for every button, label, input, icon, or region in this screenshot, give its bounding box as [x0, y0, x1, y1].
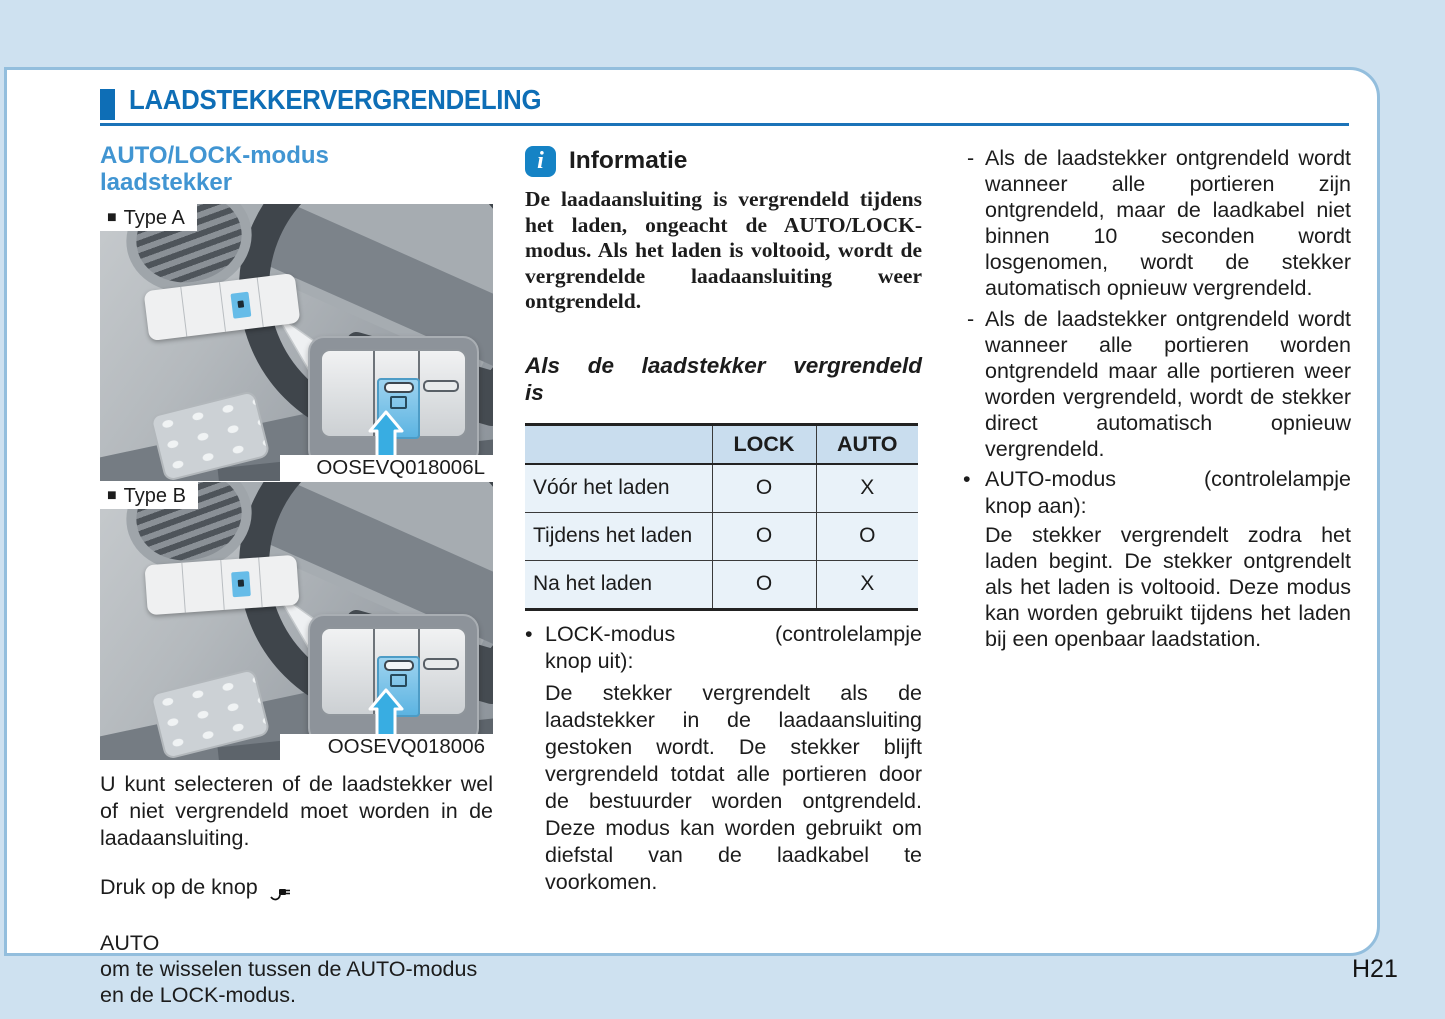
row-label: Vóór het laden — [525, 464, 712, 513]
bullet-icon: • — [963, 467, 971, 491]
chapter-divider — [100, 123, 1349, 126]
button-slot — [384, 660, 414, 671]
figure-type-b — [100, 482, 493, 760]
highlighted-button — [231, 291, 252, 318]
right-column — [965, 145, 1351, 652]
bullet-title-line1: AUTO-modus (controlelampje — [985, 467, 1351, 491]
bullet-title-line1: LOCK-modus (controlelampje — [545, 621, 922, 646]
note-text: Als de laadstekker ontgrendeld wordt wanneer alle portieren zijn ontgrendeld, maar de laadkabel niet binnen 10 seconden wordt losgenomen, wordt de stekker automatisch opnieuw vergrendeld. — [985, 146, 1351, 300]
table-header-lock: LOCK — [712, 424, 816, 464]
bullet-title-line2: knop uit): — [545, 648, 634, 673]
section-heading-line1: AUTO/LOCK-modus — [100, 142, 329, 169]
note-item — [965, 145, 1351, 301]
button-panel-inset — [308, 336, 479, 466]
table-header-auto: AUTO — [816, 424, 918, 464]
cell-lock: O — [712, 464, 816, 513]
table-heading-line1: Als de laadstekker vergrendeld — [525, 352, 922, 378]
auto-mode-body: De stekker vergrendelt zodra het laden begint. De stekker ontgrendelt als het laden is voltooid. Deze modus kan worden gebruikt tijdens het laden bij een openbaar laadstation. — [985, 523, 1351, 651]
info-header — [525, 145, 922, 177]
left-column — [100, 142, 493, 1019]
table-row — [525, 512, 918, 560]
switch-slot — [423, 380, 459, 392]
table-row — [525, 464, 918, 513]
note-item — [965, 306, 1351, 462]
figure-label — [100, 204, 197, 231]
section-heading — [100, 142, 493, 196]
row-label: Tijdens het laden — [525, 512, 712, 560]
plug-cable-icon — [268, 887, 290, 902]
cell-auto: O — [816, 512, 918, 560]
highlighted-button — [231, 571, 251, 597]
switch-slot — [423, 658, 459, 670]
dash-icon: - — [967, 146, 975, 170]
chapter-bar-icon — [100, 89, 115, 120]
table-header-empty — [525, 424, 712, 464]
bullet-title-line2: knop aan): — [985, 494, 1087, 518]
table-row — [525, 560, 918, 609]
switch-blank — [144, 563, 186, 616]
row-label: Na het laden — [525, 560, 712, 609]
up-arrow-icon — [367, 688, 405, 740]
info-icon: i — [525, 146, 556, 177]
figure-label — [100, 482, 198, 509]
section-heading-line2: laadstekker — [100, 169, 233, 196]
page-number: H21 — [1352, 955, 1398, 983]
plug-glyph-icon — [390, 396, 407, 409]
bullet-icon: • — [525, 621, 533, 646]
button-panel-inset — [308, 614, 479, 744]
page-title: LAADSTEKKERVERGRENDELING — [129, 84, 542, 115]
switch-blank — [259, 555, 300, 607]
cell-lock: O — [712, 512, 816, 560]
lock-auto-table — [525, 423, 918, 611]
figure-caption: OOSEVQ018006L — [280, 455, 493, 481]
type-marker-icon: ■ — [107, 208, 117, 226]
lock-mode-body: De stekker vergrendelt als de laadstekker in de laadaansluiting gestoken wordt. De stekker blijft vergrendeld totdat alle portieren door de bestuurder worden ontgrendeld. Deze modus kan worden gebruikt om diefstal van de laadkabel te voorkomen. — [545, 680, 922, 894]
auto-mode-bullet — [965, 466, 1351, 520]
switch-blank — [181, 282, 225, 336]
figure-label-text: Type B — [123, 484, 186, 507]
middle-column — [525, 145, 922, 896]
info-title: Informatie — [569, 147, 688, 174]
info-body: De laadaansluiting is vergrendeld tijdens het laden, ongeacht de AUTO/LOCK-modus. Als het laden is voltooid, wordt de vergrendelde laadaansluiting weer ontgrendeld. — [525, 187, 922, 313]
plug-glyph-icon — [390, 674, 407, 687]
icon-auto-label: AUTO — [100, 931, 160, 955]
paragraph-text: Druk op de knop — [100, 874, 258, 899]
figure-type-a — [100, 204, 493, 481]
switch-blank — [257, 273, 300, 327]
cell-auto: X — [816, 464, 918, 513]
figure-caption: OOSEVQ018006 — [280, 734, 493, 760]
note-text: Als de laadstekker ontgrendeld wordt wanneer alle portieren worden ontgrendeld maar alle portieren weer worden vergrendeld, wordt de stekker direct automatisch opnieuw vergrendeld. — [985, 307, 1351, 461]
body-paragraph-with-icon — [100, 874, 493, 909]
cell-auto: X — [816, 560, 918, 609]
type-marker-icon: ■ — [107, 486, 117, 504]
button-slot — [384, 382, 414, 393]
switch-blank — [144, 287, 188, 341]
table-heading-line2: is — [525, 379, 544, 405]
switch-blank — [183, 560, 225, 613]
cell-lock: O — [712, 560, 816, 609]
figure-label-text: Type A — [123, 206, 185, 229]
auto-lock-button-icon — [264, 882, 295, 909]
charging-lock-switch — [219, 277, 263, 331]
body-paragraph: U kunt selecteren of de laadstekker wel of niet vergrendeld moet worden in de laadaansluiting. — [100, 772, 493, 850]
charging-lock-switch — [221, 557, 263, 610]
lock-mode-bullet — [525, 621, 922, 675]
switch-cluster — [144, 555, 299, 615]
dash-icon: - — [967, 307, 975, 331]
table-heading — [525, 352, 922, 406]
paragraph-text: om te wisselen tussen de AUTO-modus en de LOCK-modus. — [100, 957, 478, 1007]
